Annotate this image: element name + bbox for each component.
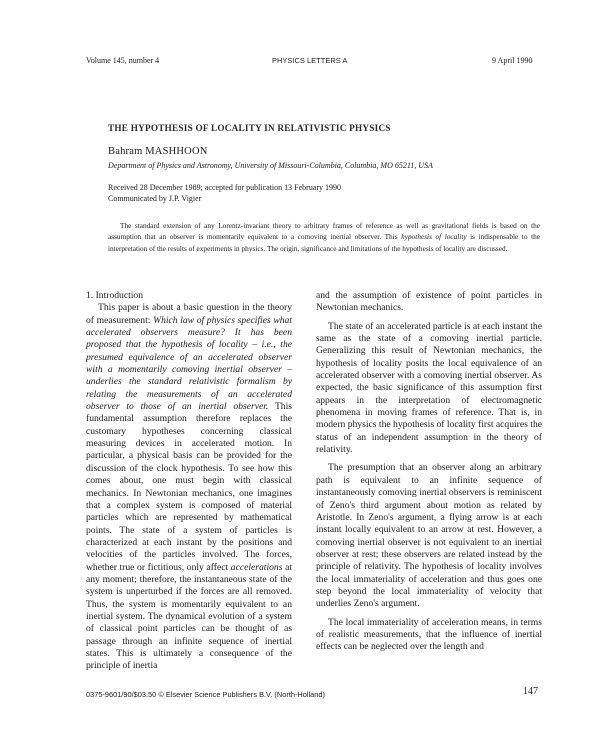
abstract-text (108, 220, 540, 254)
article-affiliation: Department of Physics and Astronomy, University of Missouri-Columbia, Columbia, MO 65211, USA (108, 161, 433, 170)
abstract-part-1: The standard extension of any Lorentz-invariant theory to arbitrary frames of reference as well as gravitational fields is based on the assumption that an observer is momentarily equivalent to a comoving inertial observer. This (108, 221, 540, 242)
section-heading: 1. Introduction (86, 290, 144, 301)
right-paragraph-3: The local immateriality of acceleration means, in terms of realistic measurements, that the influence of inertial effects can be neglected over the length and (316, 616, 542, 653)
article-title: THE HYPOTHESIS OF LOCALITY IN RELATIVISTIC PHYSICS (108, 123, 391, 133)
right-column (316, 290, 542, 654)
page-number: 147 (523, 686, 538, 697)
intro-text-a: This paper is about a basic question in the theory of measurement: (86, 302, 292, 326)
intro-paragraph (86, 302, 292, 672)
intro-emphasis-2: accelerations (230, 561, 283, 573)
right-paragraph-1: The state of an accelerated particle is at each instant the same as the state of a comoving inertial particle. Generalizing this result of Newtonian mechanics, the hypothesis of locality posits the local equivalence of an accelerated observer with a comoving inertial observer. As expected, the basic significance of this assumption first appears in the interpretation of electromagnetic phenomena in moving frames of reference. That is, in modern physics the hypothesis of locality first acquires the status of an independent assumption in the theory of relativity. (316, 320, 542, 456)
intro-emphasis: Which law of physics specifies what accelerated observers measure? It has been proposed that the hypothesis of locality – i.e., the presumed equivalence of an accelerated observer with a momentarily comoving inertial observer – underlies the standard relativistic formalism by relating the measurements of an accelerated observer to those of an inertial observer. (86, 314, 292, 413)
right-paragraph-2: The presumption that an observer along an arbitrary path is equivalent to an infinite sequence of instantaneously comoving inertial observers is reminiscent of Zeno's third argument about motion as related by Aristotle. In Zeno's argument, a flying arrow is at each instant locally equivalent to an arrow at rest. However, a comoving inertial observer is not equivalent to an inertial observer at rest; these observers are related instead by the principle of relativity. The hypothesis of locality involves the local immateriality of acceleration and thus goes one step beyond the local immateriality of velocity that underlies Zeno's argument. (316, 462, 542, 610)
abstract (108, 220, 540, 254)
intro-text-b: This fundamental assumption therefore replaces the customary hypotheses concerning classical measuring devices in accelerated motion. In particular, a physical basis can be provided for the discussion of the clock hypothesis. To see how this comes about, one must begin with classical mechanics. In Newtonian mechanics, one imagines that a complex system is composed of material particles which are represented by mathematical points. The state of a system of particles is characterized at each instant by the positions and velocities of the particles involved. The forces, whether true or fictitious, only affect (86, 401, 292, 573)
header-volume: Volume 145, number 4 (86, 56, 160, 65)
received-line: Received 28 December 1989; accepted for publication 13 February 1990 (108, 183, 342, 192)
abstract-emphasis: hypothesis of locality (401, 232, 467, 242)
header-date: 9 April 1990 (492, 56, 533, 65)
intro-text-c: at any moment; therefore, the instantaneous state of the system is unperturbed if the forces are all removed. Thus, the system is momentarily equivalent to an inertial system. The dynamical evolution of a system of classical point particles can be thought of as passage through an infinite sequence of inertial states. This is ultimately a consequence of the principle of inertia (86, 561, 292, 672)
header-journal: PHYSICS LETTERS A (272, 56, 348, 65)
article-author: Bahram MASHHOON (108, 146, 208, 157)
abstract-part-2: is indispensable to the interpretation of the results of experiments in physics. The origin, significance and limitations of the hypothesis of locality are discussed. (108, 232, 540, 253)
left-column (86, 290, 292, 673)
footer-copyright: 0375-9601/90/$03.50 © Elsevier Science Publishers B.V. (North-Holland) (86, 690, 325, 699)
communicated-line: Communicated by J.P. Vigier (108, 194, 202, 203)
right-paragraph-0: and the assumption of existence of point particles in Newtonian mechanics. (316, 290, 542, 314)
